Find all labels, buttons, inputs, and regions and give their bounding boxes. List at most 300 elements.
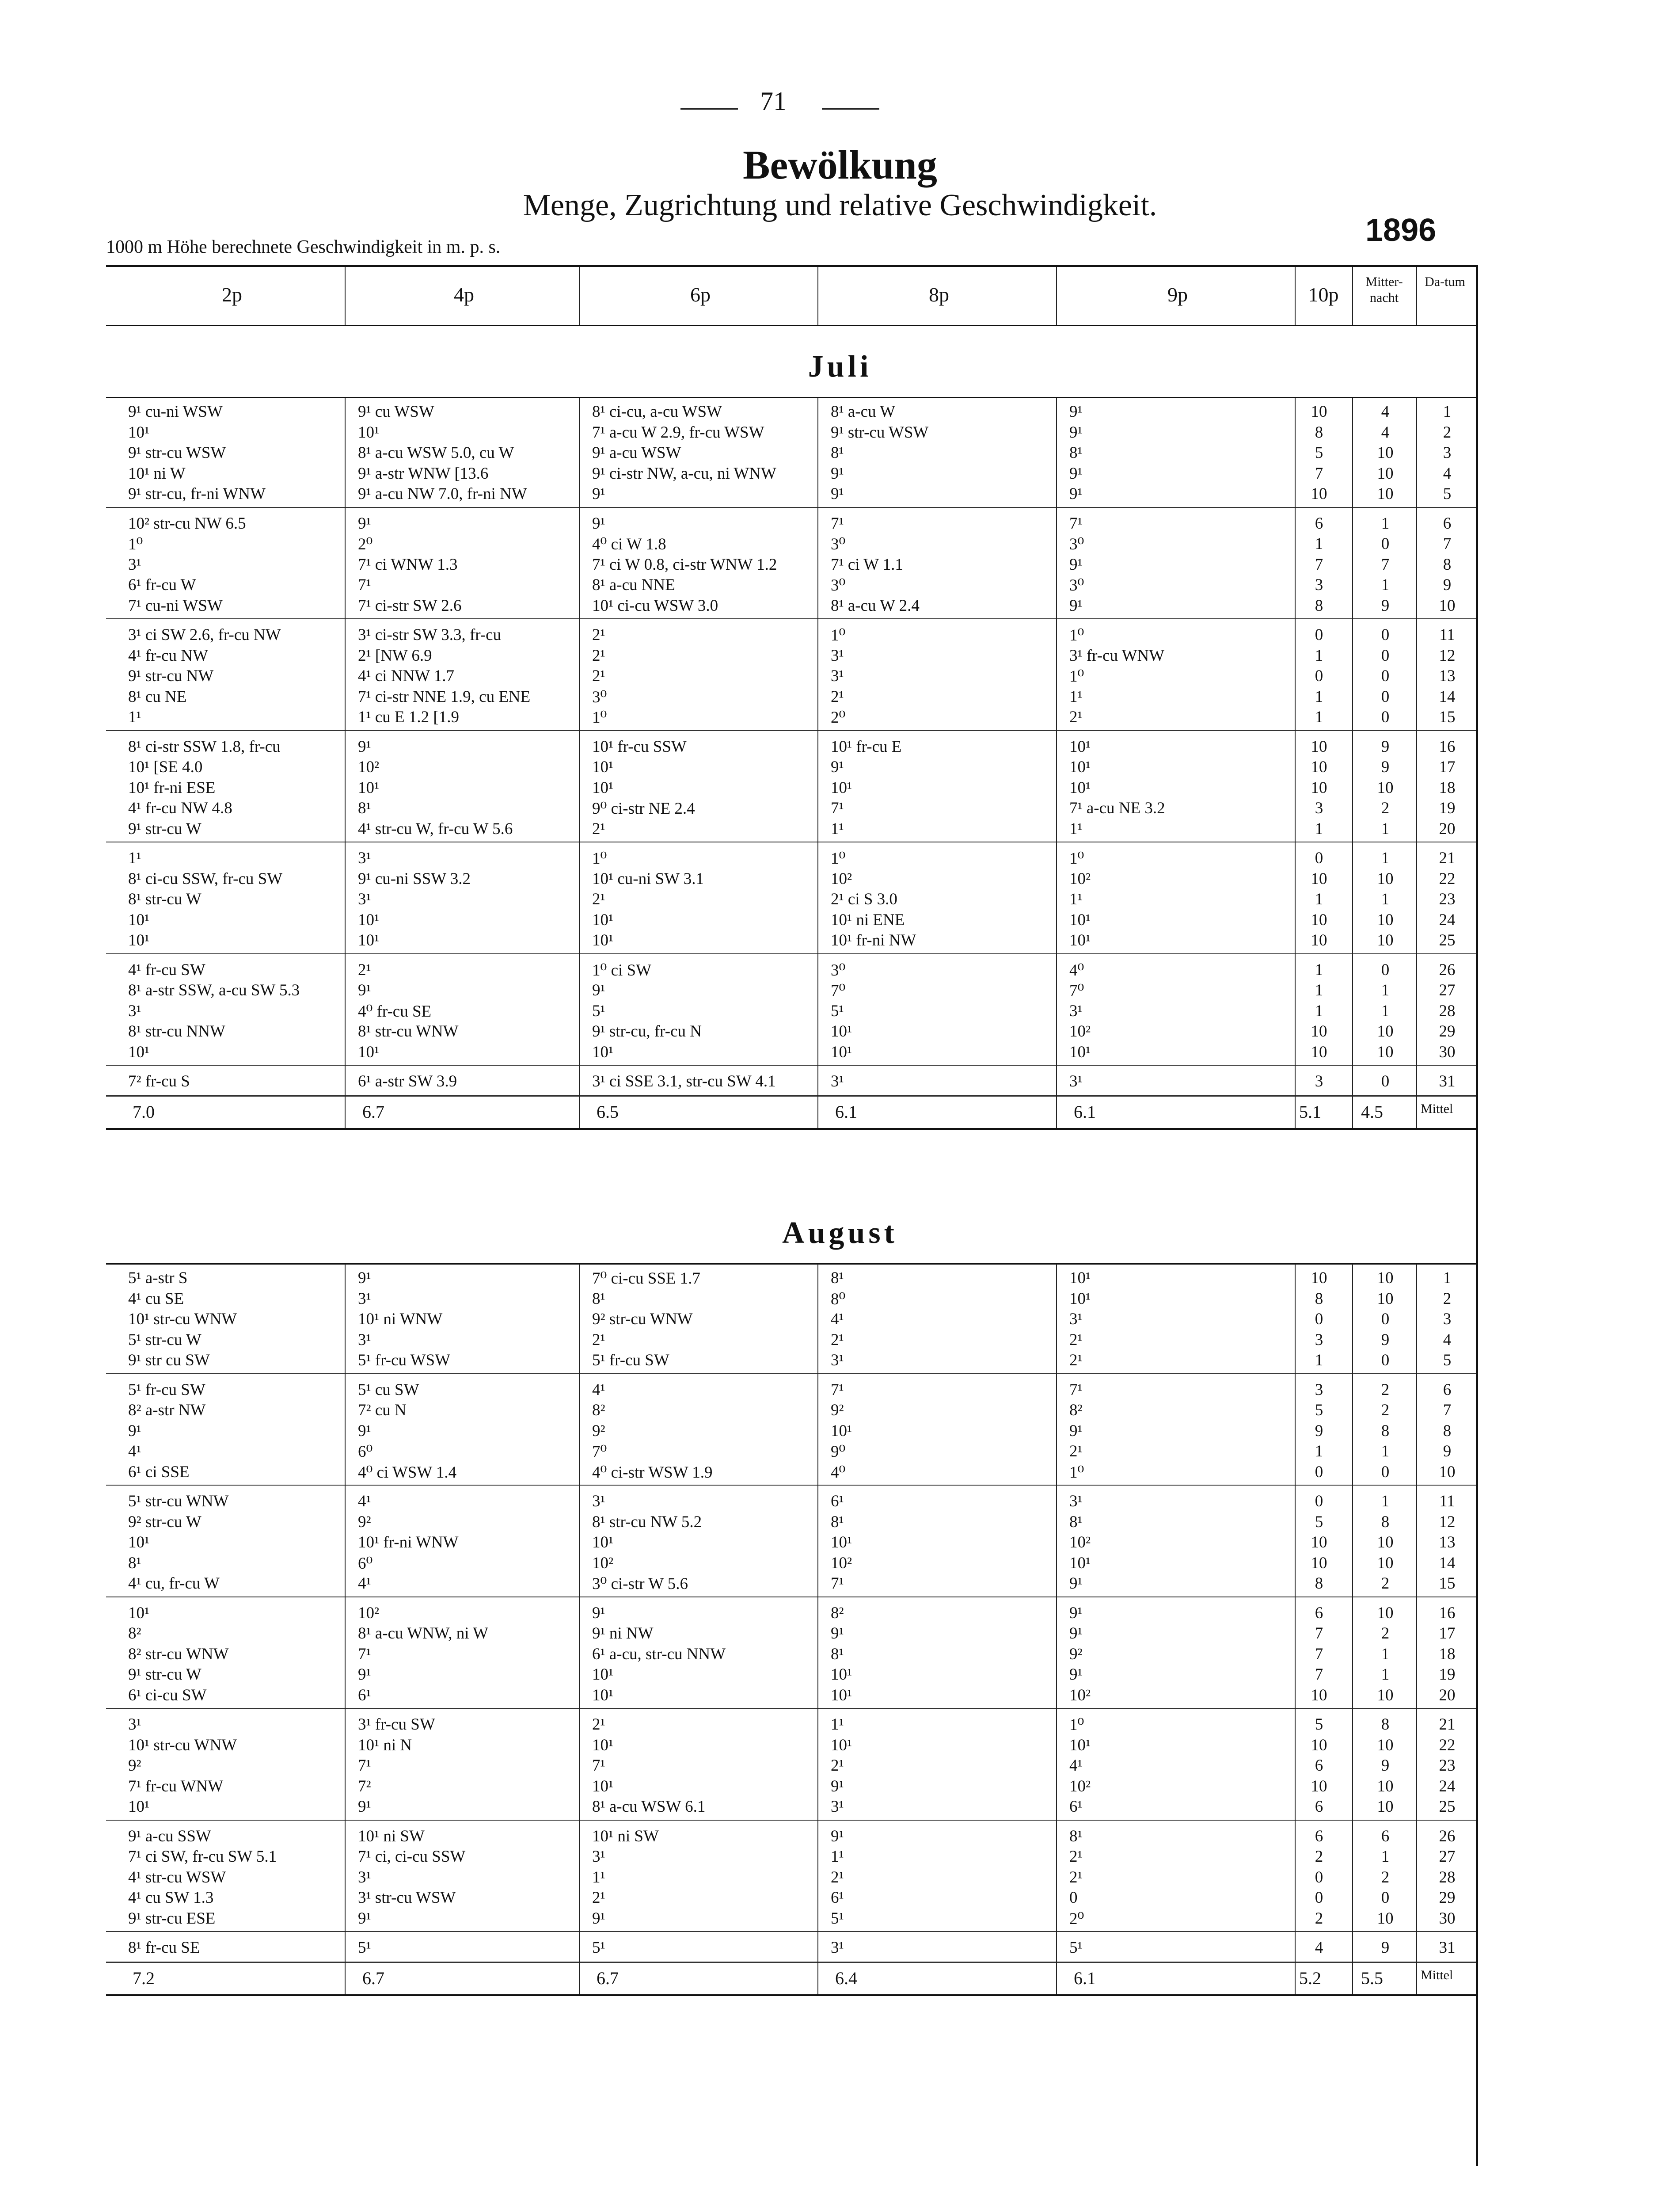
- cell-c8: 7¹: [831, 1380, 844, 1399]
- cell-d: 22: [1439, 869, 1456, 888]
- cell-c10: 10: [1311, 869, 1327, 888]
- cell-c10: 4: [1315, 1939, 1323, 1957]
- cell-c9: 3¹: [1069, 1002, 1083, 1020]
- cell-c2: 10¹: [128, 1533, 150, 1551]
- cell-c6: 9² str-cu WNW: [592, 1310, 693, 1328]
- cell-c9: 1⁰: [1069, 626, 1084, 644]
- cell-c4: 9¹: [358, 1421, 371, 1440]
- cell-cm: 0: [1381, 1072, 1390, 1090]
- cell-c8: 7¹: [831, 799, 844, 817]
- cell-c9: 4¹: [1069, 1757, 1083, 1775]
- mean-cm: 4.5: [1361, 1101, 1383, 1122]
- cell-cm: 1: [1381, 514, 1390, 533]
- cell-d: 28: [1439, 1002, 1456, 1020]
- cell-c4: 6⁰: [358, 1443, 373, 1461]
- cell-c2: 4¹ fr-cu NW 4.8: [128, 799, 232, 817]
- cell-c2: 10¹ [SE 4.0: [128, 758, 203, 776]
- cell-d: 24: [1439, 911, 1456, 929]
- cell-c9: 2⁰: [1069, 1909, 1084, 1928]
- cell-d: 5: [1443, 485, 1452, 503]
- cell-c6: 1⁰ ci SW: [592, 961, 652, 979]
- cell-d: 6: [1443, 1380, 1452, 1399]
- table-row: [0, 575, 1680, 596]
- cell-c4: 9¹: [358, 981, 371, 999]
- table-row: [0, 799, 1680, 819]
- cell-c6: 10²: [592, 1554, 614, 1572]
- cell-c9: 10¹: [1069, 737, 1091, 756]
- mean-c2: 7.0: [133, 1101, 155, 1122]
- cell-cm: 2: [1381, 1868, 1390, 1886]
- cell-cm: 0: [1381, 626, 1390, 644]
- cell-c9: 5¹: [1069, 1939, 1083, 1957]
- cell-c10: 3: [1315, 799, 1323, 817]
- column-divider: [1056, 398, 1057, 1128]
- cell-c4: 4⁰ fr-cu SE: [358, 1002, 432, 1021]
- cell-c9: 8¹: [1069, 444, 1083, 462]
- cell-d: 2: [1443, 423, 1452, 442]
- cell-c9: 8¹: [1069, 1827, 1083, 1845]
- table-row: [0, 534, 1680, 555]
- cell-c6: 2¹: [592, 1330, 605, 1349]
- table-row: [0, 1022, 1680, 1042]
- group-separator: [106, 1485, 1476, 1486]
- column-divider: [345, 1264, 346, 1994]
- cell-d: 28: [1439, 1868, 1456, 1886]
- cell-c6: 8¹: [592, 1289, 605, 1308]
- table-top-rule: [106, 265, 1476, 267]
- cell-d: 5: [1443, 1351, 1452, 1369]
- cell-cm: 10: [1377, 485, 1394, 503]
- cell-c10: 1: [1315, 890, 1323, 908]
- cell-cm: 1: [1381, 1645, 1390, 1663]
- cell-c10: 1: [1315, 687, 1323, 706]
- cell-c2: 10¹: [128, 1043, 150, 1061]
- cell-c8: 8¹: [831, 444, 844, 462]
- cell-d: 1: [1443, 1269, 1452, 1287]
- cell-c2: 8¹ str-cu W: [128, 890, 201, 908]
- cell-c10: 2: [1315, 1848, 1323, 1866]
- cell-c6: 6¹ a-cu, str-cu NNW: [592, 1645, 726, 1663]
- cell-d: 18: [1439, 1645, 1456, 1663]
- month-title: Juli: [808, 350, 872, 384]
- cell-c9: 2¹: [1069, 1330, 1083, 1349]
- cell-d: 7: [1443, 535, 1452, 553]
- cell-c10: 10: [1311, 758, 1327, 776]
- cell-c6: 10¹ cu-ni SW 3.1: [592, 869, 704, 888]
- cell-c10: 5: [1315, 1401, 1323, 1419]
- cell-d: 9: [1443, 576, 1452, 594]
- cell-c9: 1⁰: [1069, 850, 1084, 868]
- cell-c10: 1: [1315, 535, 1323, 553]
- cell-c6: 7⁰ ci-cu SSE 1.7: [592, 1269, 701, 1288]
- table-row: [0, 1421, 1680, 1442]
- cell-c2: 5¹ fr-cu SW: [128, 1380, 205, 1399]
- col-header-date: Da-tum: [1425, 274, 1465, 289]
- cell-d: 11: [1439, 1492, 1455, 1510]
- cell-c6: 10¹: [592, 931, 614, 949]
- cell-c2: 3¹: [128, 1715, 141, 1734]
- table-row: [0, 931, 1680, 951]
- column-divider: [579, 398, 580, 1128]
- cell-c9: 9¹: [1069, 1574, 1083, 1593]
- col-header-8p: 8p: [929, 283, 949, 306]
- table-row: [0, 1888, 1680, 1909]
- cell-d: 12: [1439, 646, 1456, 665]
- cell-c10: 8: [1315, 1574, 1323, 1593]
- cell-d: 18: [1439, 778, 1456, 797]
- table-row: [0, 869, 1680, 890]
- cell-c9: 1⁰: [1069, 1716, 1084, 1734]
- cell-c9: 9¹: [1069, 1604, 1083, 1622]
- cell-c2: 5¹ str-cu WNW: [128, 1492, 229, 1510]
- cell-c4: 5¹ cu SW: [358, 1380, 419, 1399]
- cell-c8: 6¹: [831, 1889, 844, 1907]
- cell-c4: 9¹: [358, 1798, 371, 1816]
- cell-c8: 10¹: [831, 1533, 852, 1551]
- cell-cm: 6: [1381, 1827, 1390, 1845]
- cell-c2: 4¹ fr-cu NW: [128, 646, 208, 665]
- table-row: [0, 960, 1680, 981]
- cell-c10: 10: [1311, 911, 1327, 929]
- cell-c6: 7⁰: [592, 1443, 607, 1461]
- cell-cm: 0: [1381, 1351, 1390, 1369]
- cell-c10: 10: [1311, 778, 1327, 797]
- cell-c6: 10¹ ni SW: [592, 1827, 659, 1845]
- group-separator: [106, 507, 1476, 508]
- cell-c8: 3¹: [831, 1798, 844, 1816]
- cell-c10: 10: [1311, 931, 1327, 949]
- cell-c8: 10¹ fr-ni NW: [831, 931, 916, 949]
- cell-d: 13: [1439, 667, 1456, 685]
- cell-c9: 9¹: [1069, 423, 1083, 442]
- cell-c4: 9¹ a-cu NW 7.0, fr-ni NW: [358, 485, 527, 503]
- cell-c8: 6¹: [831, 1492, 844, 1510]
- cell-c4: 9¹: [358, 1665, 371, 1684]
- cell-c10: 0: [1315, 1889, 1323, 1907]
- column-divider: [1056, 1264, 1057, 1994]
- cell-c2: 10² str-cu NW 6.5: [128, 514, 246, 533]
- cell-c9: 3¹: [1069, 1310, 1083, 1328]
- cell-cm: 9: [1381, 1939, 1390, 1957]
- col-header-2p: 2p: [222, 283, 242, 306]
- cell-c10: 10: [1311, 1736, 1327, 1754]
- cell-c10: 0: [1315, 626, 1323, 644]
- cell-d: 15: [1439, 1574, 1456, 1593]
- cell-c8: 10¹: [831, 1022, 852, 1040]
- table-row: [0, 1492, 1680, 1512]
- table-row: [0, 1797, 1680, 1818]
- cell-c4: 4¹ ci NNW 1.7: [358, 667, 454, 685]
- cell-d: 6: [1443, 514, 1452, 533]
- mean-c6: 6.5: [597, 1101, 619, 1122]
- cell-c6: 2¹: [592, 1889, 605, 1907]
- cell-c8: 10¹: [831, 1665, 852, 1684]
- cell-c2: 9¹ str-cu W: [128, 819, 201, 838]
- column-divider: [1352, 398, 1353, 1128]
- cell-cm: 10: [1377, 1777, 1394, 1795]
- table-row: [0, 1463, 1680, 1483]
- cell-c9: 9¹: [1069, 596, 1083, 615]
- cell-c6: 8¹ a-cu WSW 6.1: [592, 1798, 706, 1816]
- cell-c6: 3¹: [592, 1492, 605, 1510]
- cell-c8: 2¹: [831, 687, 844, 706]
- cell-c4: 7¹ ci-str NNE 1.9, cu ENE: [358, 687, 531, 706]
- cell-c4: 3¹: [358, 1289, 371, 1308]
- cell-c8: 2¹: [831, 1868, 844, 1886]
- cell-c8: 2¹ ci S 3.0: [831, 890, 897, 908]
- cell-c10: 0: [1315, 1868, 1323, 1886]
- cell-c2: 9¹ str-cu ESE: [128, 1909, 216, 1928]
- cell-c9: 1⁰: [1069, 667, 1084, 686]
- cell-c8: 10¹: [831, 778, 852, 797]
- mean-c8: 6.4: [835, 1968, 857, 1988]
- cell-cm: 1: [1381, 981, 1390, 999]
- cell-d: 13: [1439, 1533, 1456, 1551]
- cell-d: 14: [1439, 687, 1456, 706]
- cell-c10: 1: [1315, 981, 1323, 999]
- group-separator: [106, 730, 1476, 731]
- table-row: [0, 555, 1680, 575]
- cell-cm: 10: [1377, 1533, 1394, 1551]
- cell-c8: 3¹: [831, 646, 844, 665]
- cell-c4: 6¹: [358, 1686, 371, 1704]
- cell-c8: 8¹ a-cu W: [831, 403, 896, 421]
- page-title: Bewölkung: [743, 142, 937, 187]
- cell-c10: 8: [1315, 596, 1323, 615]
- cell-c8: 10¹: [831, 1736, 852, 1754]
- cell-c6: 2¹: [592, 819, 605, 838]
- cell-cm: 1: [1381, 849, 1390, 867]
- cell-c6: 9¹ ni NW: [592, 1624, 654, 1642]
- column-divider: [579, 1264, 580, 1994]
- cell-cm: 1: [1381, 1665, 1390, 1684]
- cell-c8: 9¹: [831, 758, 844, 776]
- cell-cm: 10: [1377, 1554, 1394, 1572]
- cell-c4: 1¹ cu E 1.2 [1.9: [358, 708, 459, 726]
- cell-c9: 4⁰: [1069, 961, 1084, 979]
- cell-c4: 8¹ a-cu WSW 5.0, cu W: [358, 444, 514, 462]
- cell-c8: 9¹: [831, 464, 844, 483]
- cell-cm: 10: [1377, 1736, 1394, 1754]
- cell-c2: 7¹ fr-cu WNW: [128, 1777, 224, 1795]
- cell-c6: 9¹ str-cu, fr-cu N: [592, 1022, 702, 1040]
- cell-c2: 8¹ str-cu NNW: [128, 1022, 225, 1040]
- cell-c6: 5¹: [592, 1002, 605, 1020]
- cell-c10: 6: [1315, 1798, 1323, 1816]
- cell-d: 7: [1443, 1401, 1452, 1419]
- cell-c9: 7⁰: [1069, 982, 1084, 1000]
- cell-c4: 10¹ ni SW: [358, 1827, 425, 1845]
- cell-c6: 3¹ ci SSE 3.1, str-cu SW 4.1: [592, 1072, 776, 1090]
- cell-c6: 9¹ a-cu WSW: [592, 444, 681, 462]
- cell-cm: 0: [1381, 646, 1390, 665]
- cell-cm: 10: [1377, 1686, 1394, 1704]
- mean-cm: 5.5: [1361, 1968, 1383, 1988]
- cell-c8: 2⁰: [831, 709, 846, 727]
- cell-c8: 2¹: [831, 1330, 844, 1349]
- cell-c9: 3¹: [1069, 1492, 1083, 1510]
- table-row: [0, 849, 1680, 869]
- cell-cm: 1: [1381, 819, 1390, 838]
- cell-cm: 7: [1381, 555, 1390, 574]
- cell-cm: 10: [1377, 1909, 1394, 1928]
- cell-c4: 3¹: [358, 849, 371, 867]
- cell-d: 16: [1439, 1604, 1456, 1622]
- cell-c10: 10: [1311, 1022, 1327, 1040]
- cell-c2: 10¹ ni W: [128, 464, 186, 483]
- cell-c10: 6: [1315, 1604, 1323, 1622]
- cell-c8: 7¹ ci W 1.1: [831, 555, 903, 574]
- cell-c4: 3¹ fr-cu SW: [358, 1715, 435, 1734]
- cell-d: 2: [1443, 1289, 1452, 1308]
- table-row: [0, 708, 1680, 728]
- cell-c9: 7¹ a-cu NE 3.2: [1069, 799, 1165, 817]
- cell-d: 23: [1439, 1757, 1456, 1775]
- cell-c10: 0: [1315, 849, 1323, 867]
- table-row: [0, 667, 1680, 687]
- cell-d: 11: [1439, 626, 1455, 644]
- header-divider: [1295, 267, 1296, 325]
- cell-cm: 0: [1381, 708, 1390, 726]
- cell-d: 16: [1439, 737, 1456, 756]
- cell-c10: 0: [1315, 1492, 1323, 1510]
- cell-c2: 8² a-str NW: [128, 1401, 206, 1419]
- cell-c9: 10¹: [1069, 778, 1091, 797]
- cell-c2: 10¹ str-cu WNW: [128, 1310, 237, 1328]
- cell-c8: 3⁰: [831, 576, 846, 594]
- mean-d: Mittel: [1421, 1101, 1453, 1116]
- cell-c9: 10²: [1069, 1777, 1091, 1795]
- cell-d: 19: [1439, 799, 1456, 817]
- cell-c10: 0: [1315, 1463, 1323, 1481]
- cell-c6: 10¹: [592, 1686, 614, 1704]
- page-number: 71: [760, 87, 787, 116]
- cell-cm: 10: [1377, 1022, 1394, 1040]
- cell-c4: 9¹ cu WSW: [358, 403, 434, 421]
- table-row: [0, 890, 1680, 910]
- cell-c4: 7¹: [358, 1757, 371, 1775]
- cell-c2: 3¹: [128, 555, 141, 574]
- table-row: [0, 1715, 1680, 1735]
- cell-c10: 1: [1315, 1002, 1323, 1020]
- cell-c2: 5¹ a-str S: [128, 1269, 188, 1287]
- cell-c8: 10¹ fr-cu E: [831, 737, 902, 756]
- cell-c9: 10¹: [1069, 758, 1091, 776]
- cell-c10: 8: [1315, 423, 1323, 442]
- cell-c9: 2¹: [1069, 1868, 1083, 1886]
- cell-c8: 4¹: [831, 1310, 844, 1328]
- cell-c6: 5¹: [592, 1939, 605, 1957]
- table-row: [0, 464, 1680, 484]
- header-bottom-rule: [106, 325, 1476, 326]
- cell-c2: 8¹ cu NE: [128, 687, 187, 706]
- cell-d: 15: [1439, 708, 1456, 726]
- cell-cm: 0: [1381, 1889, 1390, 1907]
- cell-c9: 2¹: [1069, 1442, 1083, 1460]
- cell-c10: 3: [1315, 1072, 1323, 1090]
- cell-c6: 2¹: [592, 1715, 605, 1734]
- cell-d: 8: [1443, 555, 1452, 574]
- cell-c4: 4¹: [358, 1492, 371, 1510]
- cell-d: 8: [1443, 1421, 1452, 1440]
- cell-c6: 8¹ ci-cu, a-cu WSW: [592, 403, 722, 421]
- cell-c10: 7: [1315, 1624, 1323, 1642]
- cell-c4: 7²: [358, 1777, 371, 1795]
- cell-c9: 9¹: [1069, 1421, 1083, 1440]
- header-divider: [1416, 267, 1417, 325]
- cell-c4: 9¹: [358, 514, 371, 533]
- cell-d: 20: [1439, 819, 1456, 838]
- cell-cm: 4: [1381, 403, 1390, 421]
- cell-cm: 10: [1377, 1289, 1394, 1308]
- table-row: [0, 1380, 1680, 1401]
- cell-c9: 10¹: [1069, 931, 1091, 949]
- cell-d: 21: [1439, 1715, 1456, 1734]
- col-header-10p: 10p: [1308, 283, 1339, 306]
- group-separator: [106, 953, 1476, 954]
- cell-d: 20: [1439, 1686, 1456, 1704]
- cell-c2: 10¹: [128, 1798, 150, 1816]
- table-row: [0, 514, 1680, 534]
- mean-separator: [106, 1962, 1476, 1963]
- cell-c4: 7¹ ci-str SW 2.6: [358, 596, 462, 615]
- column-divider: [1352, 1264, 1353, 1994]
- cell-c2: 8¹ a-str SSW, a-cu SW 5.3: [128, 981, 300, 999]
- cell-c4: 7¹: [358, 1645, 371, 1663]
- cell-c6: 9²: [592, 1421, 605, 1440]
- table-row: [0, 1736, 1680, 1756]
- cell-c6: 3⁰: [592, 688, 607, 706]
- cell-c9: 0: [1069, 1889, 1078, 1907]
- cell-c8: 8²: [831, 1604, 844, 1622]
- cell-c8: 3⁰: [831, 535, 846, 553]
- cell-c4: 10¹: [358, 423, 380, 442]
- table-row: [0, 1513, 1680, 1533]
- cell-c2: 9¹ str-cu WSW: [128, 444, 226, 462]
- cell-d: 30: [1439, 1909, 1456, 1928]
- cell-d: 31: [1439, 1072, 1456, 1090]
- cell-c8: 1¹: [831, 1848, 844, 1866]
- mean-c8: 6.1: [835, 1101, 857, 1122]
- cell-c2: 6¹ fr-cu W: [128, 576, 196, 594]
- cell-c9: 2¹: [1069, 708, 1083, 726]
- group-separator: [106, 1708, 1476, 1709]
- table-row: [0, 1645, 1680, 1665]
- cell-c10: 10: [1311, 1554, 1327, 1572]
- cell-c4: 7² cu N: [358, 1401, 407, 1419]
- cell-c9: 7¹: [1069, 1380, 1083, 1399]
- cell-c9: 10²: [1069, 1022, 1091, 1040]
- table-row: [0, 1938, 1680, 1959]
- cell-c10: 7: [1315, 464, 1323, 483]
- cell-c2: 3¹: [128, 1002, 141, 1020]
- cell-c10: 1: [1315, 646, 1323, 665]
- table-row: [0, 1351, 1680, 1371]
- table-row: [0, 1401, 1680, 1421]
- cell-c9: 7¹: [1069, 514, 1083, 533]
- cell-c6: 10¹: [592, 758, 614, 776]
- cell-c4: 4¹ str-cu W, fr-cu W 5.6: [358, 819, 513, 838]
- cell-cm: 1: [1381, 1002, 1390, 1020]
- cell-c6: 8²: [592, 1401, 605, 1419]
- cell-cm: 10: [1377, 1043, 1394, 1061]
- cell-c2: 7¹ cu-ni WSW: [128, 596, 223, 615]
- cell-c10: 1: [1315, 708, 1323, 726]
- table-row: [0, 646, 1680, 667]
- table-row: [0, 1574, 1680, 1594]
- table-row: [0, 1269, 1680, 1289]
- speed-note: 1000 m Höhe berechnete Geschwindigkeit in m. p. s.: [106, 237, 501, 257]
